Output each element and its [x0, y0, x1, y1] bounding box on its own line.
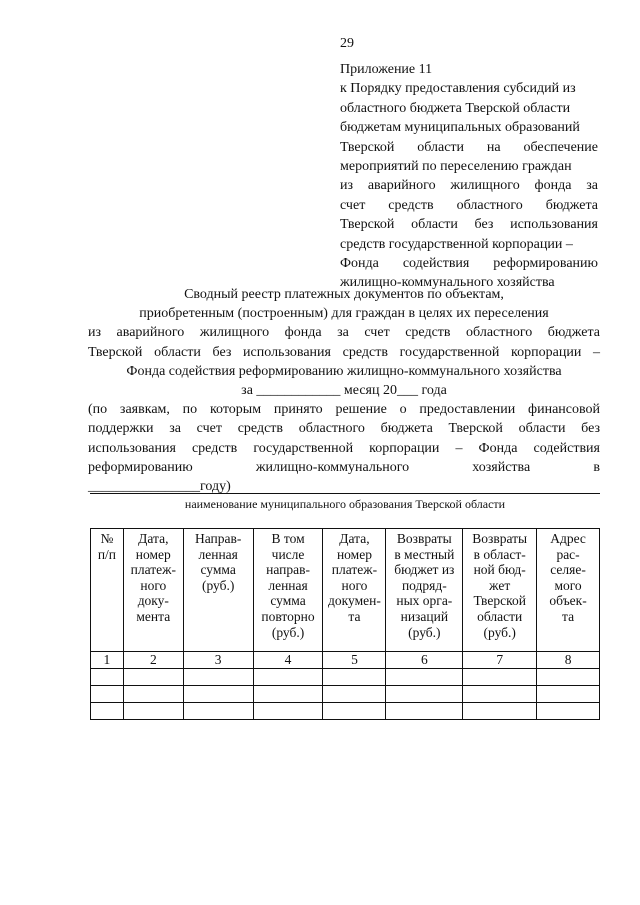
column-header-text: низаций [400, 608, 449, 624]
title-line: Фонда содействия реформированию жилищно-коммунального хозяйства [126, 363, 562, 379]
title-line: Сводный реестр платежных документов по объектам, [184, 287, 504, 302]
period-line: за ____________ месяц 20___ года [241, 383, 447, 399]
table-row [91, 685, 600, 702]
appendix-line: бюджетам муниципальных образований [340, 120, 580, 136]
column-header-text: та [348, 608, 361, 624]
column-header [253, 529, 323, 652]
column-header-text: направ- [266, 562, 310, 578]
appendix-line: жилищно-коммунального хозяйства [340, 275, 555, 291]
appendix-header [340, 60, 598, 293]
table-cell [91, 702, 124, 719]
payments-registry-table [90, 528, 600, 720]
appendix-line: Приложение 11 [340, 62, 433, 77]
column-number: 1 [91, 652, 124, 669]
appendix-line: Фонда содействия реформированию [340, 256, 598, 272]
table-row [91, 702, 600, 719]
title-line: приобретенным (построенным) для граждан в целях их переселения [139, 306, 549, 322]
column-header [386, 529, 463, 652]
column-header-text: Направ- [194, 531, 242, 546]
table-cell [123, 685, 183, 702]
table-cell [463, 685, 537, 702]
column-header-text: подряд- [401, 577, 447, 593]
column-header-text: в област- [473, 546, 526, 562]
column-number: 7 [463, 652, 537, 669]
table-cell [323, 685, 386, 702]
column-header-text: ленная [198, 546, 238, 562]
column-header-text: № [100, 531, 114, 546]
appendix-line: мероприятий по переселению граждан [340, 159, 572, 175]
column-header-text: докумен- [328, 593, 381, 609]
column-header-text: повторно [261, 608, 315, 624]
column-header-text: та [562, 608, 575, 624]
column-header-text: селяе- [550, 562, 586, 578]
appendix-line: к Порядку предоставления субсидий из [340, 81, 576, 97]
note-line: реформированию жилищно-коммунального хозяйства в [88, 459, 600, 475]
column-header-text: ных орга- [396, 593, 453, 609]
appendix-line: счет средств областного бюджета [340, 197, 598, 213]
table-cell [253, 702, 323, 719]
column-number: 4 [253, 652, 323, 669]
table-cell [253, 685, 323, 702]
column-header-text: сумма [200, 562, 236, 578]
table-cell [91, 668, 124, 685]
column-header-text: (руб.) [201, 577, 235, 593]
column-header-text: области [477, 608, 523, 624]
table-cell [123, 702, 183, 719]
column-header-text: Дата, [138, 531, 169, 546]
column-header [537, 529, 600, 652]
column-header-text: п/п [97, 546, 117, 562]
column-header-text: Возвраты [472, 531, 528, 546]
appendix-line: средств государственной корпорации – [340, 236, 573, 252]
column-header-text: (руб.) [408, 624, 441, 640]
column-header-text: ленная [268, 577, 308, 593]
column-header-text: (руб.) [271, 624, 305, 640]
table-cell [183, 668, 253, 685]
note-line: (по заявкам, по которым принято решение о предоставлении финансовой [88, 402, 600, 418]
column-header [183, 529, 253, 652]
column-header-text: ного [140, 577, 167, 593]
column-header-text: ной бюд- [473, 562, 526, 578]
column-header-text: В том [271, 531, 305, 546]
column-header-text: бюджет из [394, 562, 455, 578]
table-cell [183, 702, 253, 719]
table-cell [183, 685, 253, 702]
table-cell [323, 702, 386, 719]
title-line: из аварийного жилищного фонда за счет средств областного бюджета [88, 325, 600, 341]
column-header-text: (руб.) [483, 624, 516, 640]
table-cell [386, 702, 463, 719]
column-numbers-row [91, 652, 600, 669]
table-cell [386, 668, 463, 685]
column-header-text: объек- [549, 593, 587, 609]
table-cell [323, 668, 386, 685]
column-header-text: числе [271, 546, 305, 562]
table-cell [537, 702, 600, 719]
column-number: 2 [123, 652, 183, 669]
column-header [123, 529, 183, 652]
column-header-text: мента [136, 608, 171, 624]
table-cell [91, 685, 124, 702]
column-number: 6 [386, 652, 463, 669]
table-cell [463, 668, 537, 685]
column-header-text: жет [489, 577, 511, 593]
municipality-underline [90, 493, 600, 494]
column-header [323, 529, 386, 652]
appendix-line: из аварийного жилищного фонда за [340, 178, 598, 194]
appendix-line: Тверской области без использования [340, 217, 598, 233]
column-header-text: в местный [394, 546, 455, 562]
note-line: использования средств государственной корпорации – Фонда содействия [88, 440, 600, 456]
column-header-text: номер [135, 546, 171, 562]
column-header-text: мого [554, 577, 582, 593]
column-header-text: платеж- [130, 562, 176, 578]
appendix-line: областного бюджета Тверской области [340, 100, 571, 116]
table-cell [386, 685, 463, 702]
column-number: 3 [183, 652, 253, 669]
table-header-row [91, 529, 600, 652]
note-line: ________________году) [88, 479, 231, 495]
document-title [88, 285, 600, 496]
column-number: 5 [323, 652, 386, 669]
table-cell [123, 668, 183, 685]
column-header-text: Тверской [473, 593, 526, 609]
table-cell [537, 668, 600, 685]
title-line: Тверской области без использования средств государственной корпорации – [88, 344, 600, 360]
column-number: 8 [537, 652, 600, 669]
column-header-text: сумма [270, 593, 306, 609]
municipality-label: наименование муниципального образования Тверской области [184, 497, 506, 511]
column-header-text: Возвраты [396, 531, 452, 546]
column-header-text: Дата, [339, 531, 370, 546]
column-header-text: рас- [556, 546, 580, 562]
column-header-text: ного [341, 577, 368, 593]
appendix-line: Тверской области на обеспечение [340, 139, 598, 155]
column-header-text: номер [336, 546, 372, 562]
column-header-text: платеж- [331, 562, 378, 578]
table-cell [537, 685, 600, 702]
column-header [91, 529, 124, 652]
table-cell [253, 668, 323, 685]
column-header-text: Адрес [550, 531, 586, 546]
note-line: поддержки за счет средств областного бюджета Тверской области без [88, 421, 600, 437]
column-header [463, 529, 537, 652]
column-header-text: доку- [137, 593, 169, 609]
table-cell [463, 702, 537, 719]
table-row [91, 668, 600, 685]
page-number: 29 [340, 36, 354, 51]
